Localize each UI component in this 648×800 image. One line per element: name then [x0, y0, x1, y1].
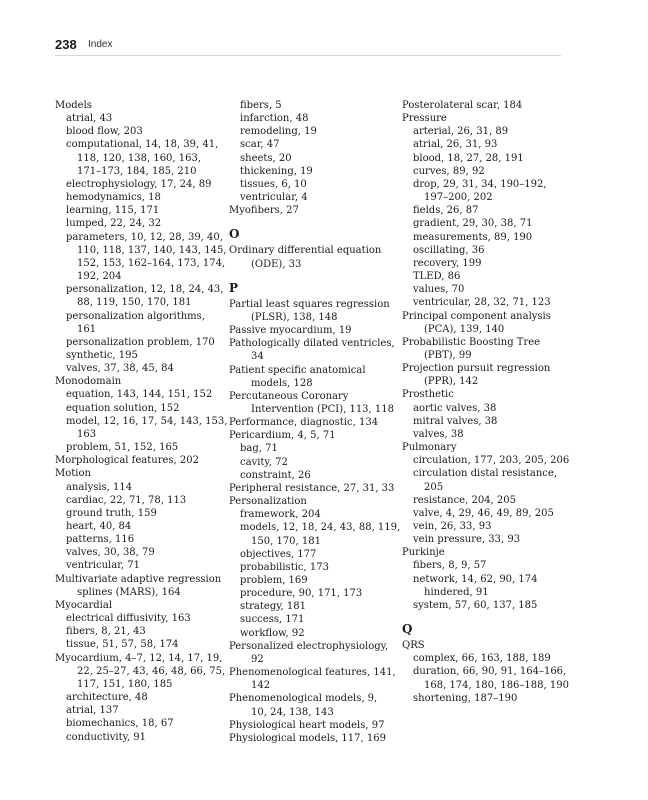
index-section-letter: P — [229, 280, 239, 295]
index-subterm: infarction, 48 — [240, 113, 309, 125]
index-subterm: resistance, 204, 205 — [413, 494, 516, 506]
index-subterm: bag, 71 — [240, 443, 278, 455]
index-subterm: measurements, 89, 190 — [413, 231, 533, 243]
index-subterm: shortening, 187–190 — [413, 692, 518, 704]
index-term: Partial least squares regression — [229, 298, 390, 310]
index-subterm: 152, 153, 162–164, 173, 174, — [77, 257, 226, 269]
index-subterm: architecture, 48 — [66, 692, 148, 704]
index-term: Ordinary differential equation — [229, 245, 382, 257]
index-term: Monodomain — [55, 376, 122, 388]
index-term: QRS — [402, 640, 425, 652]
index-subterm: computational, 14, 18, 39, 41, — [66, 139, 219, 151]
index-subterm: recovery, 199 — [413, 257, 482, 269]
index-subterm: circulation distal resistance, — [413, 468, 558, 480]
index-column-3 — [402, 99, 570, 705]
index-subterm: TLED, 86 — [413, 271, 461, 283]
index-subterm: 117, 151, 180, 185 — [77, 678, 173, 690]
index-subterm: constraint, 26 — [240, 469, 311, 481]
index-subterm: 163 — [77, 428, 97, 440]
index-subterm: biomechanics, 18, 67 — [66, 718, 174, 730]
index-term: Pericardium, 4, 5, 71 — [229, 430, 336, 442]
index-subterm: lumped, 22, 24, 32 — [66, 218, 162, 230]
section-title: Index — [88, 39, 113, 50]
index-section-letter: Q — [402, 622, 413, 637]
index-subterm: 161 — [77, 323, 97, 335]
index-subterm: personalization, 12, 18, 24, 43, — [66, 284, 224, 296]
index-subterm: fields, 26, 87 — [413, 205, 479, 217]
index-subterm: Intervention (PCI), 113, 118 — [251, 403, 394, 415]
index-column-1 — [55, 99, 228, 744]
index-term: Posterolateral scar, 184 — [402, 100, 523, 111]
index-subterm: strategy, 181 — [240, 601, 306, 613]
index-subterm: oscillating, 36 — [413, 244, 485, 256]
index-term: Percutaneous Coronary — [229, 390, 349, 402]
index-subterm: electrophysiology, 17, 24, 89 — [66, 178, 212, 190]
index-subterm: workflow, 92 — [240, 627, 305, 639]
index-subterm: equation, 143, 144, 151, 152 — [66, 389, 213, 401]
index-subterm: procedure, 90, 171, 173 — [240, 588, 363, 600]
index-subterm: 118, 120, 138, 160, 163, — [77, 152, 202, 164]
index-subterm: scar, 47 — [240, 139, 280, 151]
index-term: Performance, diagnostic, 134 — [229, 417, 379, 429]
index-term: Models — [55, 100, 92, 111]
index-subterm: ventricular, 4 — [240, 192, 308, 204]
index-subterm: atrial, 43 — [66, 113, 113, 125]
index-subterm: duration, 66, 90, 91, 164–166, — [413, 666, 567, 678]
index-subterm: values, 70 — [413, 284, 465, 296]
index-subterm: ventricular, 28, 32, 71, 123 — [413, 297, 551, 309]
index-subterm: (ODE), 33 — [251, 258, 302, 270]
index-subterm: personalization problem, 170 — [66, 336, 215, 348]
index-term: Physiological heart models, 97 — [229, 719, 385, 731]
index-subterm: 88, 119, 150, 170, 181 — [77, 297, 192, 309]
index-subterm: vein, 26, 33, 93 — [413, 521, 492, 532]
index-subterm: cardiac, 22, 71, 78, 113 — [66, 494, 187, 506]
index-subterm: 10, 24, 138, 143 — [251, 706, 334, 718]
index-subterm: 34 — [251, 351, 264, 363]
index-subterm: fibers, 5 — [240, 100, 282, 111]
index-subterm: blood flow, 203 — [66, 126, 143, 138]
index-term: Myofibers, 27 — [229, 205, 299, 217]
index-subterm: 142 — [251, 680, 271, 692]
index-subterm: success, 171 — [240, 614, 305, 626]
index-term: Phenomenological models, 9, — [229, 693, 378, 705]
index-subterm: probabilistic, 173 — [240, 561, 329, 573]
index-subterm: patterns, 116 — [66, 534, 135, 546]
index-subterm: circulation, 177, 203, 205, 206 — [413, 455, 570, 467]
index-subterm: synthetic, 195 — [66, 349, 138, 361]
index-term: Multivariate adaptive regression — [55, 573, 222, 585]
index-subterm: vein pressure, 33, 93 — [413, 534, 521, 546]
index-subterm: atrial, 26, 31, 93 — [413, 139, 498, 151]
index-subterm: equation solution, 152 — [66, 402, 180, 414]
index-term: Pressure — [402, 113, 447, 125]
index-subterm: heart, 40, 84 — [66, 521, 132, 532]
index-subterm: valves, 37, 38, 45, 84 — [66, 363, 174, 375]
index-term: Myocardial — [55, 599, 113, 611]
index-subterm: valves, 30, 38, 79 — [66, 547, 155, 559]
index-subterm: conductivity, 91 — [66, 731, 146, 743]
index-term: Pathologically dilated ventricles, — [229, 338, 395, 350]
index-subterm: (PBT), 99 — [424, 349, 472, 361]
index-subterm: (PPR), 142 — [424, 376, 479, 388]
index-subterm: network, 14, 62, 90, 174 — [413, 573, 538, 585]
index-subterm: drop, 29, 31, 34, 190–192, — [413, 178, 547, 190]
index-subterm: hemodynamics, 18 — [66, 192, 161, 204]
index-subterm: problem, 51, 152, 165 — [66, 442, 179, 454]
index-subterm: sheets, 20 — [240, 152, 292, 164]
index-subterm: 192, 204 — [77, 271, 122, 283]
index-term: Pulmonary — [402, 442, 457, 454]
index-subterm: valves, 38 — [413, 428, 464, 440]
index-term: Physiological models, 117, 169 — [229, 732, 386, 744]
index-term: Peripheral resistance, 27, 31, 33 — [229, 482, 395, 494]
index-term: Personalized electrophysiology, — [229, 640, 389, 652]
index-subterm: electrical diffusivity, 163 — [66, 613, 191, 625]
index-term: Principal component analysis — [402, 310, 551, 322]
index-subterm: analysis, 114 — [66, 481, 133, 493]
index-subterm: gradient, 29, 30, 38, 71 — [413, 218, 533, 230]
index-subterm: valve, 4, 29, 46, 49, 89, 205 — [413, 507, 554, 519]
index-term: Projection pursuit regression — [402, 363, 551, 375]
index-term: Myocardium, 4–7, 12, 14, 17, 19, — [55, 652, 223, 664]
index-subterm: 110, 118, 137, 140, 143, 145, — [77, 244, 227, 256]
running-header — [55, 37, 561, 56]
index-subterm: complex, 66, 163, 188, 189 — [413, 653, 551, 665]
index-subterm: fibers, 8, 9, 57 — [413, 560, 487, 572]
index-subterm: 150, 170, 181 — [251, 535, 321, 547]
index-term: Passive myocardium, 19 — [229, 325, 352, 337]
index-section-letter: O — [229, 227, 240, 242]
index-subterm: ventricular, 71 — [66, 560, 140, 572]
index-subterm: learning, 115, 171 — [66, 205, 160, 217]
index-subterm: mitral valves, 38 — [413, 415, 498, 427]
index-subterm: tissues, 6, 10 — [240, 178, 307, 190]
index-term: Probabilistic Boosting Tree — [402, 336, 541, 348]
index-subterm: fibers, 8, 21, 43 — [66, 626, 146, 638]
index-subterm: models, 128 — [251, 377, 313, 389]
index-term: Motion — [55, 468, 91, 480]
index-subterm: blood, 18, 27, 28, 191 — [413, 152, 524, 164]
index-subterm: 197–200, 202 — [424, 192, 493, 204]
index-subterm: model, 12, 16, 17, 54, 143, 153, — [66, 415, 228, 427]
index-term: Personalization — [229, 496, 307, 508]
index-subterm: 92 — [251, 653, 264, 665]
index-subterm: ground truth, 159 — [66, 507, 157, 519]
index-subterm: atrial, 137 — [66, 705, 119, 717]
index-subterm: (PCA), 139, 140 — [424, 323, 505, 335]
index-subterm: system, 57, 60, 137, 185 — [413, 599, 538, 611]
index-column-2 — [229, 99, 401, 745]
index-subterm: splines (MARS), 164 — [77, 586, 181, 598]
index-subterm: tissue, 51, 57, 58, 174 — [66, 639, 179, 651]
index-subterm: aortic valves, 38 — [413, 402, 497, 414]
index-subterm: 22, 25–27, 43, 46, 48, 66, 75, — [77, 665, 226, 677]
index-term: Prosthetic — [402, 389, 454, 401]
index-subterm: models, 12, 18, 24, 43, 88, 119, — [240, 522, 401, 534]
index-subterm: objectives, 177 — [240, 548, 317, 560]
index-subterm: arterial, 26, 31, 89 — [413, 126, 509, 138]
index-term: Purkinje — [402, 547, 445, 559]
page-number: 238 — [55, 37, 77, 52]
index-subterm: hindered, 91 — [424, 586, 489, 598]
index-subterm: 171–173, 184, 185, 210 — [77, 165, 197, 177]
index-subterm: framework, 204 — [240, 509, 321, 521]
index-subterm: remodeling, 19 — [240, 126, 317, 138]
index-term: Phenomenological features, 141, — [229, 667, 396, 679]
index-subterm: cavity, 72 — [240, 456, 288, 468]
index-subterm: thickening, 19 — [240, 165, 313, 177]
index-subterm: 168, 174, 180, 186–188, 190 — [424, 679, 569, 691]
index-subterm: problem, 169 — [240, 575, 308, 586]
index-term: Morphological features, 202 — [55, 455, 199, 467]
index-subterm: curves, 89, 92 — [413, 165, 485, 177]
index-term: Patient specific anatomical — [229, 364, 366, 376]
index-subterm: (PLSR), 138, 148 — [251, 311, 338, 323]
index-subterm: parameters, 10, 12, 28, 39, 40, — [66, 231, 223, 243]
index-subterm: personalization algorithms, — [66, 310, 205, 322]
index-subterm: 205 — [424, 481, 444, 493]
